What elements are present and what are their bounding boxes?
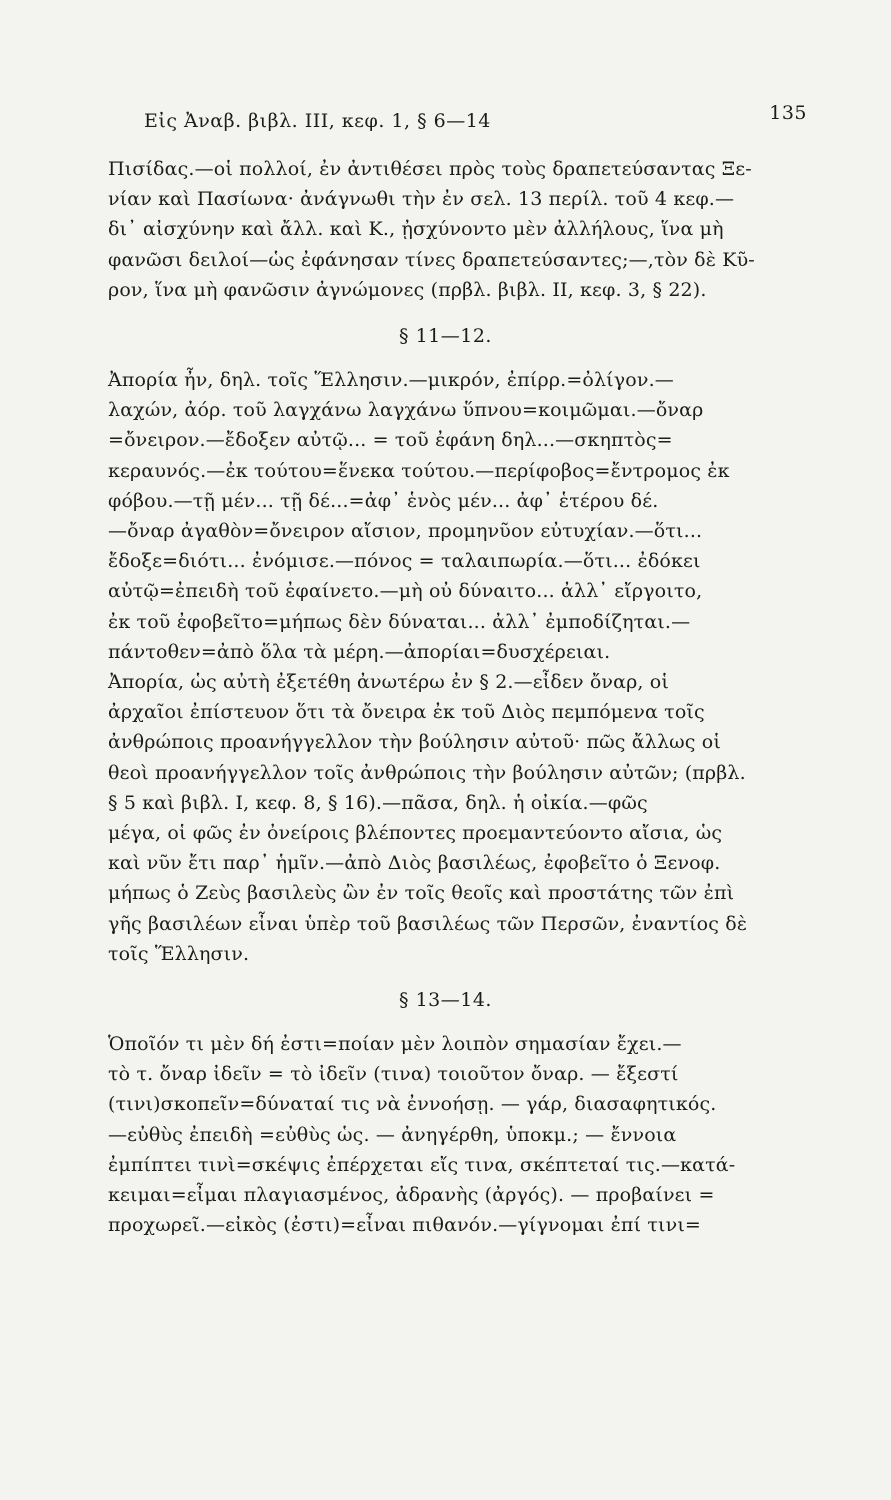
- text-line: τὸ τ. ὄναρ ἰδεῖν = τὸ ἰδεῖν (τινα) τοιοῦτον ὄναρ. — ἔξεστί: [108, 1063, 679, 1086]
- text-line: μήπως ὁ Ζεὺς βασιλεὺς ὢν ἐν τοῖς θεοῖς καὶ προστάτης τῶν ἐπὶ: [108, 882, 735, 905]
- text-line: αὐτῷ=ἐπειδὴ τοῦ ἐφαίνετο.—μὴ οὐ δύναιτο... ἀλλ᾽ εἴργοιτο,: [108, 580, 703, 603]
- text-line: τοῖς Ἕλλησιν.: [108, 942, 250, 965]
- text-line: —ὄναρ ἀγαθὸν=ὄνειρον αἴσιον, προμηνῦον εὐτυχίαν.—ὅτι...: [108, 520, 703, 543]
- text-line: Ὁποῖόν τι μὲν δή ἐστι=ποίαν μὲν λοιπὸν σημασίαν ἔχει.—: [108, 1033, 682, 1056]
- commentary-block-intro: [108, 154, 783, 305]
- text-line: § 5 καὶ βιβλ. I, κεφ. 8, § 16).—πᾶσα, δηλ. ἡ οἰκία.—φῶς: [108, 791, 648, 814]
- text-line: νίαν καὶ Πασίωνα· ἀνάγνωθι τὴν ἐν σελ. 13 περίλ. τοῦ 4 κεφ.—: [108, 188, 735, 211]
- text-line: Ἀπορία, ὡς αὐτὴ ἐξετέθη ἀνωτέρω ἐν § 2.—εἶδεν ὄναρ, οἱ: [108, 671, 669, 694]
- text-line: δι᾽ αἰσχύνην καὶ ἄλλ. καὶ Κ., ᾐσχύνοντο μὲν ἀλλήλους, ἵνα μὴ: [108, 218, 724, 241]
- commentary-block-13-14: [108, 1029, 783, 1240]
- text-line: ἀνθρώποις προανήγγελλον τὴν βούλησιν αὐτοῦ· πῶς ἄλλως οἱ: [108, 731, 721, 754]
- commentary-block-11-12: [108, 365, 783, 969]
- text-line: (τινι)σκοπεῖν=δύναταί τις νὰ ἐννοήσῃ. — γάρ, διασαφητικός.: [108, 1093, 717, 1116]
- text-line: θεοὶ προανήγγελλον τοῖς ἀνθρώποις τὴν βούλησιν αὐτῶν; (πρβλ.: [108, 761, 746, 784]
- text-line: φανῶσι δειλοί—ὡς ἐφάνησαν τίνες δραπετεύσαντες;—,τὸν δὲ Κῦ-: [108, 248, 755, 271]
- page-number: 135: [769, 102, 807, 124]
- text-line: καὶ νῦν ἔτι παρ᾽ ἡμῖν.—ἀπὸ Διὸς βασιλέως, ἐφοβεῖτο ὁ Ξενοφ.: [108, 852, 721, 875]
- text-line: πάντοθεν=ἀπὸ ὅλα τὰ μέρη.—ἀπορίαι=δυσχέρειαι.: [108, 640, 611, 663]
- running-head: [108, 92, 807, 132]
- text-line: Ἀπορία ἦν, δηλ. τοῖς Ἕλλησιν.—μικρόν, ἐπίρρ.=ὀλίγον.—: [108, 369, 674, 392]
- text-line: κεραυνός.—ἐκ τούτου=ἕνεκα τούτου.—περίφοβος=ἔντρομος ἐκ: [108, 459, 730, 482]
- text-line: ἐκ τοῦ ἐφοβεῖτο=μήπως δὲν δύναται... ἀλλ᾽ ἐμποδίζηται.—: [108, 610, 691, 633]
- text-line: μέγα, οἱ φῶς ἐν ὀνείροις βλέποντες προεμαντεύοντο αἴσια, ὡς: [108, 822, 723, 845]
- running-head-title: Εἰς Ἀναβ. βιβλ. III, κεφ. 1, § 6—14: [144, 110, 491, 132]
- section-heading-13-14: § 13—14.: [399, 989, 492, 1012]
- text-line: ἔδοξε=διότι... ἐνόμισε.—πόνος = ταλαιπωρία.—ὅτι... ἐδόκει: [108, 550, 701, 573]
- text-line: γῆς βασιλέων εἶναι ὑπὲρ τοῦ βασιλέως τῶν Περσῶν, ἐναντίος δὲ: [108, 912, 748, 935]
- text-line: κειμαι=εἶμαι πλαγιασμένος, ἀδρανὴς (ἀργός). — προβαίνει =: [108, 1184, 715, 1207]
- text-line: ρον, ἵνα μὴ φανῶσιν ἀγνώμονες (πρβλ. βιβλ. II, κεφ. 3, § 22).: [108, 278, 707, 301]
- text-line: =ὄνειρον.—ἔδοξεν αὐτῷ... = τοῦ ἐφάνη δηλ...—σκηπτὸς=: [108, 429, 673, 452]
- section-heading-11-12: § 11—12.: [399, 325, 492, 348]
- text-line: ἐμπίπτει τινὶ=σκέψις ἐπέρχεται εἴς τινα, σκέπτεταί τις.—κατά-: [108, 1153, 736, 1176]
- text-line: Πισίδας.—οἱ πολλοί, ἐν ἀντιθέσει πρὸς τοὺς δραπετεύσαντας Ξε-: [108, 158, 752, 180]
- text-line: ἀρχαῖοι ἐπίστευον ὅτι τὰ ὄνειρα ἐκ τοῦ Διὸς πεμπόμενα τοῖς: [108, 701, 705, 724]
- text-line: φόβου.—τῇ μέν... τῇ δέ...=ἀφ᾽ ἑνὸς μέν... ἀφ᾽ ἑτέρου δέ.: [108, 489, 659, 512]
- text-line: προχωρεῖ.—εἰκὸς (ἐστι)=εἶναι πιθανόν.—γίγνομαι ἐπί τινι=: [108, 1214, 701, 1237]
- text-line: λαχών, ἀόρ. τοῦ λαγχάνω λαγχάνω ὕπνου=κοιμῶμαι.—ὄναρ: [108, 399, 704, 422]
- text-line: —εὐθὺς ἐπειδὴ =εὐθὺς ὡς. — ἀνηγέρθη, ὑποκμ.; — ἔννοια: [108, 1123, 677, 1146]
